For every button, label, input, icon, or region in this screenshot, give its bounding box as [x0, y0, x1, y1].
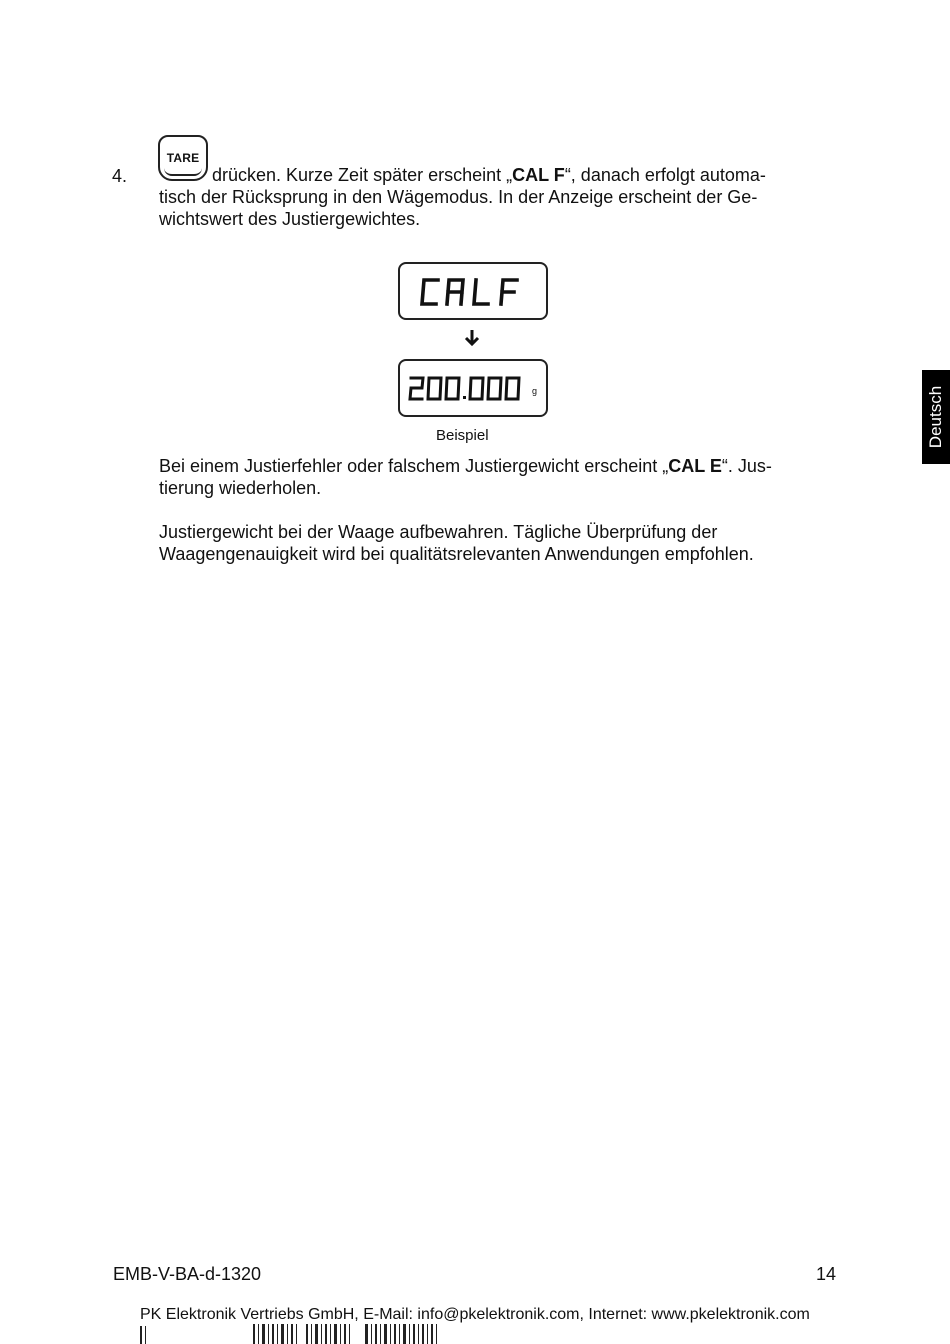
step-4-text	[159, 164, 819, 230]
tare-key-label: TARE	[166, 151, 200, 165]
cal-f-term: CAL F	[512, 165, 565, 185]
lcd-weight-graphic	[400, 361, 545, 414]
step-number: 4.	[112, 166, 128, 186]
cal-e-term: CAL E	[668, 456, 722, 476]
language-tab-label: Deutsch	[926, 385, 945, 449]
unit-label: g	[532, 386, 538, 396]
figure-caption: Beispiel	[436, 427, 489, 444]
document-code: EMB-V-BA-d-1320	[113, 1264, 262, 1284]
page-number: 14	[816, 1264, 837, 1284]
barcode-graphic	[140, 1322, 440, 1344]
step-line-1: drücken. Kurze Zeit später erscheint „CAL F“, danach erfolgt automa-	[212, 165, 766, 185]
lcd-display-weight	[398, 359, 548, 417]
step-line-2: tisch der Rücksprung in den Wägemodus. In der Anzeige erscheint der Ge-	[159, 187, 758, 207]
arrow-down-icon	[462, 328, 482, 348]
step-line-3: wichtswert des Justiergewichtes.	[159, 209, 421, 229]
calibration-error-note	[159, 455, 819, 499]
lcd-display-cal-f	[398, 262, 548, 320]
language-tab	[922, 370, 950, 464]
footer-contact: PK Elektronik Vertriebs GmbH, E-Mail: info@pkelektronik.com, Internet: www.pkelektronik.com	[140, 1306, 810, 1323]
lcd-cal-f-graphic	[400, 264, 545, 317]
note-line-1: Bei einem Justierfehler oder falschem Justiergewicht erscheint „CAL E“. Jus-	[159, 456, 772, 476]
storage-line-2: Waagengenauigkeit wird bei qualitätsrelevanten Anwendungen empfohlen.	[159, 544, 754, 564]
storage-note	[159, 521, 819, 565]
note-line-2: tierung wiederholen.	[159, 478, 322, 498]
storage-line-1: Justiergewicht bei der Waage aufbewahren. Tägliche Überprüfung der	[159, 522, 718, 542]
